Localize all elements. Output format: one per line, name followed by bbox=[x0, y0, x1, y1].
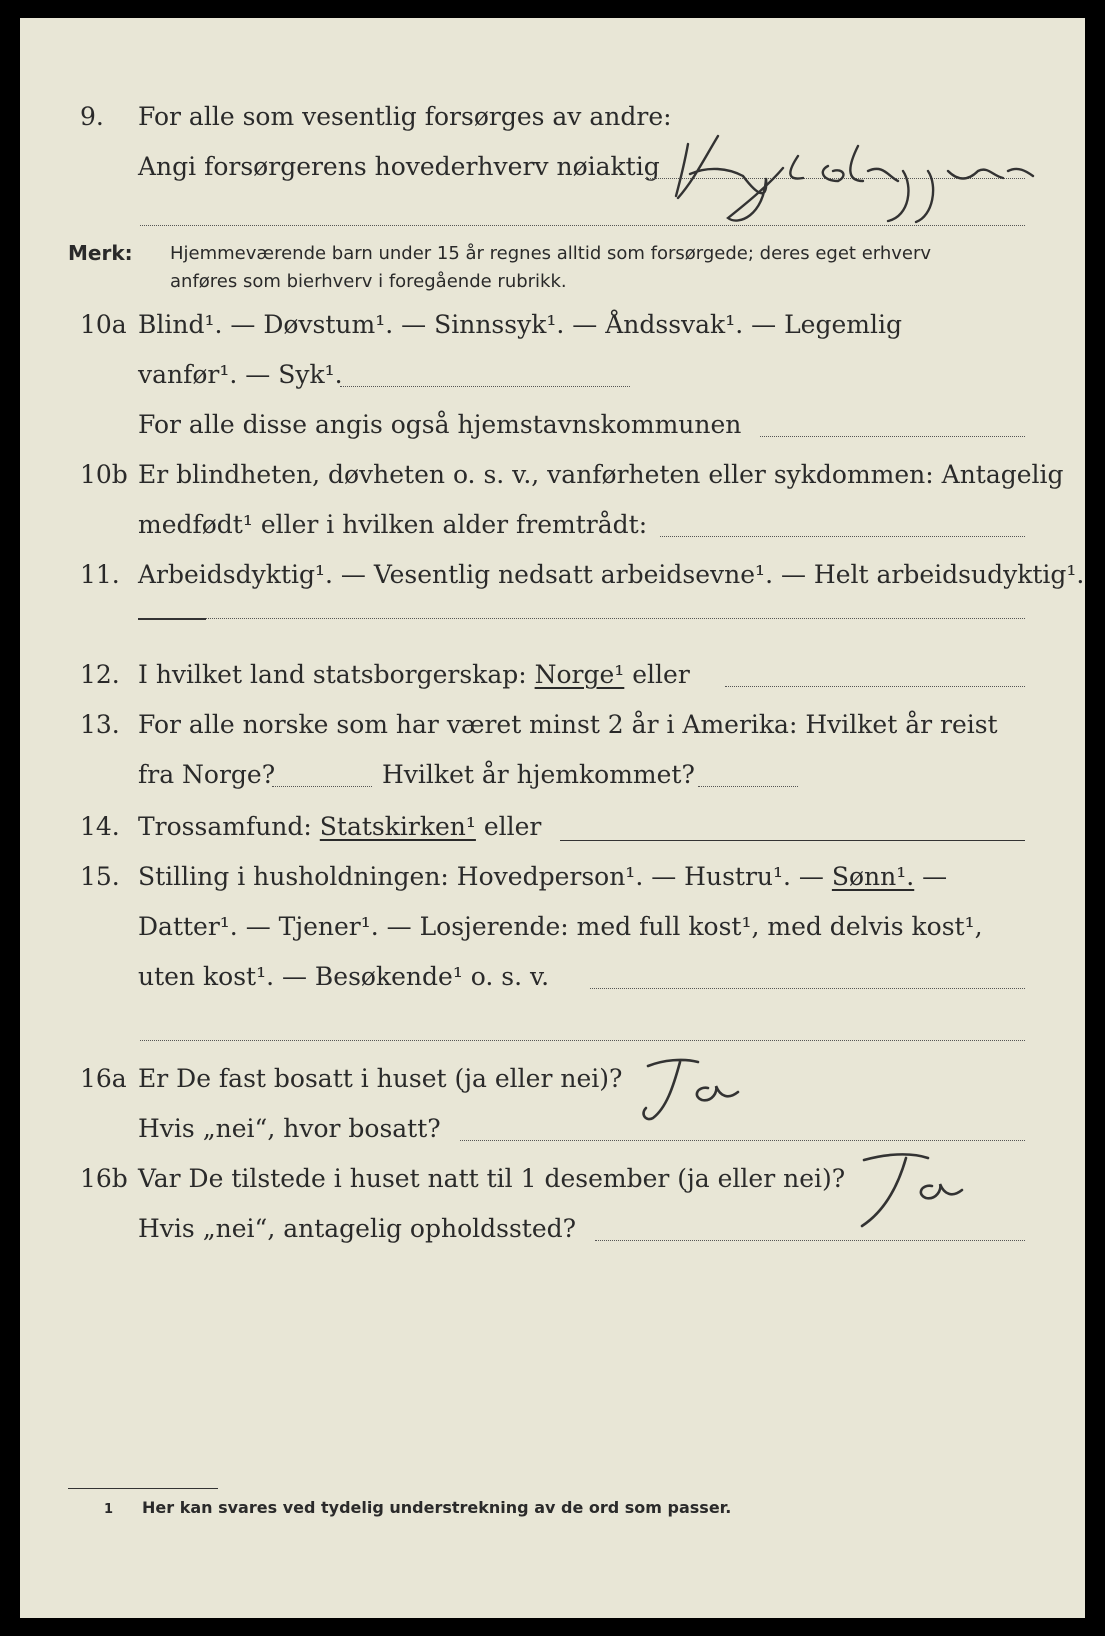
merk-label: Merk: bbox=[68, 241, 133, 265]
q9-number: 9. bbox=[80, 102, 104, 131]
q10b-line-2: medfødt¹ eller i hvilken alder fremtrådt: bbox=[138, 510, 648, 539]
q14-answer-line[interactable] bbox=[560, 840, 1025, 841]
q10b-line-1: Er blindheten, døvheten o. s. v., vanførheten eller sykdommen: Antagelig bbox=[138, 460, 1064, 489]
q10a-line-2: vanfør¹. — Syk¹. bbox=[138, 360, 343, 389]
q11-line-1: Arbeidsdyktig¹. — Vesentlig nedsatt arbeidsevne¹. — Helt arbeidsudyktig¹. bbox=[138, 560, 1085, 589]
q9-extra-line bbox=[140, 225, 1025, 226]
q12-prefix: I hvilket land statsborgerskap: bbox=[138, 660, 535, 689]
q15-suffix: — bbox=[914, 862, 948, 891]
q14-line bbox=[138, 812, 541, 842]
q9-handwritten-answer bbox=[648, 126, 1048, 226]
q13-reist-line[interactable] bbox=[272, 786, 372, 787]
q13-hjemkommet-line[interactable] bbox=[698, 786, 798, 787]
q12-answer-line[interactable] bbox=[725, 686, 1025, 687]
q10a-number: 10a bbox=[80, 310, 127, 339]
q16b-line-2: Hvis „nei“, antagelig opholdssted? bbox=[138, 1214, 577, 1243]
q9-question: For alle som vesentlig forsørges av andre: bbox=[138, 102, 672, 131]
q14-number: 14. bbox=[80, 812, 120, 841]
q10a-kommune-line[interactable] bbox=[760, 436, 1025, 437]
q12-suffix: eller bbox=[624, 660, 690, 689]
q10a-line-1: Blind¹. — Døvstum¹. — Sinnssyk¹. — Åndssvak¹. — Legemlig bbox=[138, 310, 902, 339]
footnote-number: 1 bbox=[104, 1502, 114, 1517]
q15-answer-line[interactable] bbox=[590, 988, 1025, 989]
footnote-text: Her kan svares ved tydelig understrekning av de ord som passer. bbox=[142, 1498, 732, 1517]
q11-number: 11. bbox=[80, 560, 120, 589]
q16a-answer-line[interactable] bbox=[460, 1140, 1025, 1141]
q16a-line-1: Er De fast bosatt i huset (ja eller nei)? bbox=[138, 1064, 623, 1093]
q11-underline-mark bbox=[138, 618, 206, 620]
q16b-answer-line[interactable] bbox=[595, 1240, 1025, 1241]
q15-selected-sonn[interactable]: Sønn¹. bbox=[831, 862, 915, 891]
q16b-line-1: Var De tilstede i huset natt til 1 desember (ja eller nei)? bbox=[138, 1164, 846, 1193]
q14-prefix: Trossamfund: bbox=[138, 812, 320, 841]
q13-hjemkommet-label: Hvilket år hjemkommet? bbox=[382, 760, 695, 789]
q12-selected-norge[interactable]: Norge¹ bbox=[534, 660, 625, 689]
q10a-line-3: For alle disse angis også hjemstavnskommunen bbox=[138, 410, 742, 439]
merk-line-1: Hjemmeværende barn under 15 år regnes alltid som forsørgede; deres eget erhverv bbox=[170, 243, 932, 264]
q16b-handwritten-answer bbox=[840, 1146, 980, 1236]
q10b-number: 10b bbox=[80, 460, 128, 489]
q11-answer-line[interactable] bbox=[206, 618, 1025, 619]
q14-selected-statskirken[interactable]: Statskirken¹ bbox=[319, 812, 476, 841]
q15-number: 15. bbox=[80, 862, 120, 891]
q15-extra-line bbox=[140, 1040, 1025, 1041]
q15-line-2: Datter¹. — Tjener¹. — Losjerende: med full kost¹, med delvis kost¹, bbox=[138, 912, 983, 941]
q12-line bbox=[138, 660, 690, 690]
q10a-syk-line[interactable] bbox=[340, 386, 630, 387]
q16a-number: 16a bbox=[80, 1064, 127, 1093]
q13-reist-label: fra Norge? bbox=[138, 760, 276, 789]
q16a-handwritten-answer bbox=[628, 1048, 758, 1128]
q15-line-3: uten kost¹. — Besøkende¹ o. s. v. bbox=[138, 962, 550, 991]
merk-line-2: anføres som bierhverv i foregående rubrikk. bbox=[170, 271, 567, 292]
q16a-line-2: Hvis „nei“, hvor bosatt? bbox=[138, 1114, 441, 1143]
q13-line-1: For alle norske som har været minst 2 år i Amerika: Hvilket år reist bbox=[138, 710, 998, 739]
q13-number: 13. bbox=[80, 710, 120, 739]
q15-line-1 bbox=[138, 862, 947, 892]
q12-number: 12. bbox=[80, 660, 120, 689]
footnote-separator bbox=[68, 1488, 218, 1489]
q10b-answer-line[interactable] bbox=[660, 536, 1025, 537]
q16b-number: 16b bbox=[80, 1164, 128, 1193]
q9-prompt: Angi forsørgerens hovederhverv nøiaktig bbox=[138, 152, 660, 181]
q14-suffix: eller bbox=[475, 812, 542, 841]
census-form-page bbox=[20, 18, 1085, 1618]
q15-prefix: Stilling i husholdningen: Hovedperson¹. — Hustru¹. — bbox=[138, 862, 832, 891]
